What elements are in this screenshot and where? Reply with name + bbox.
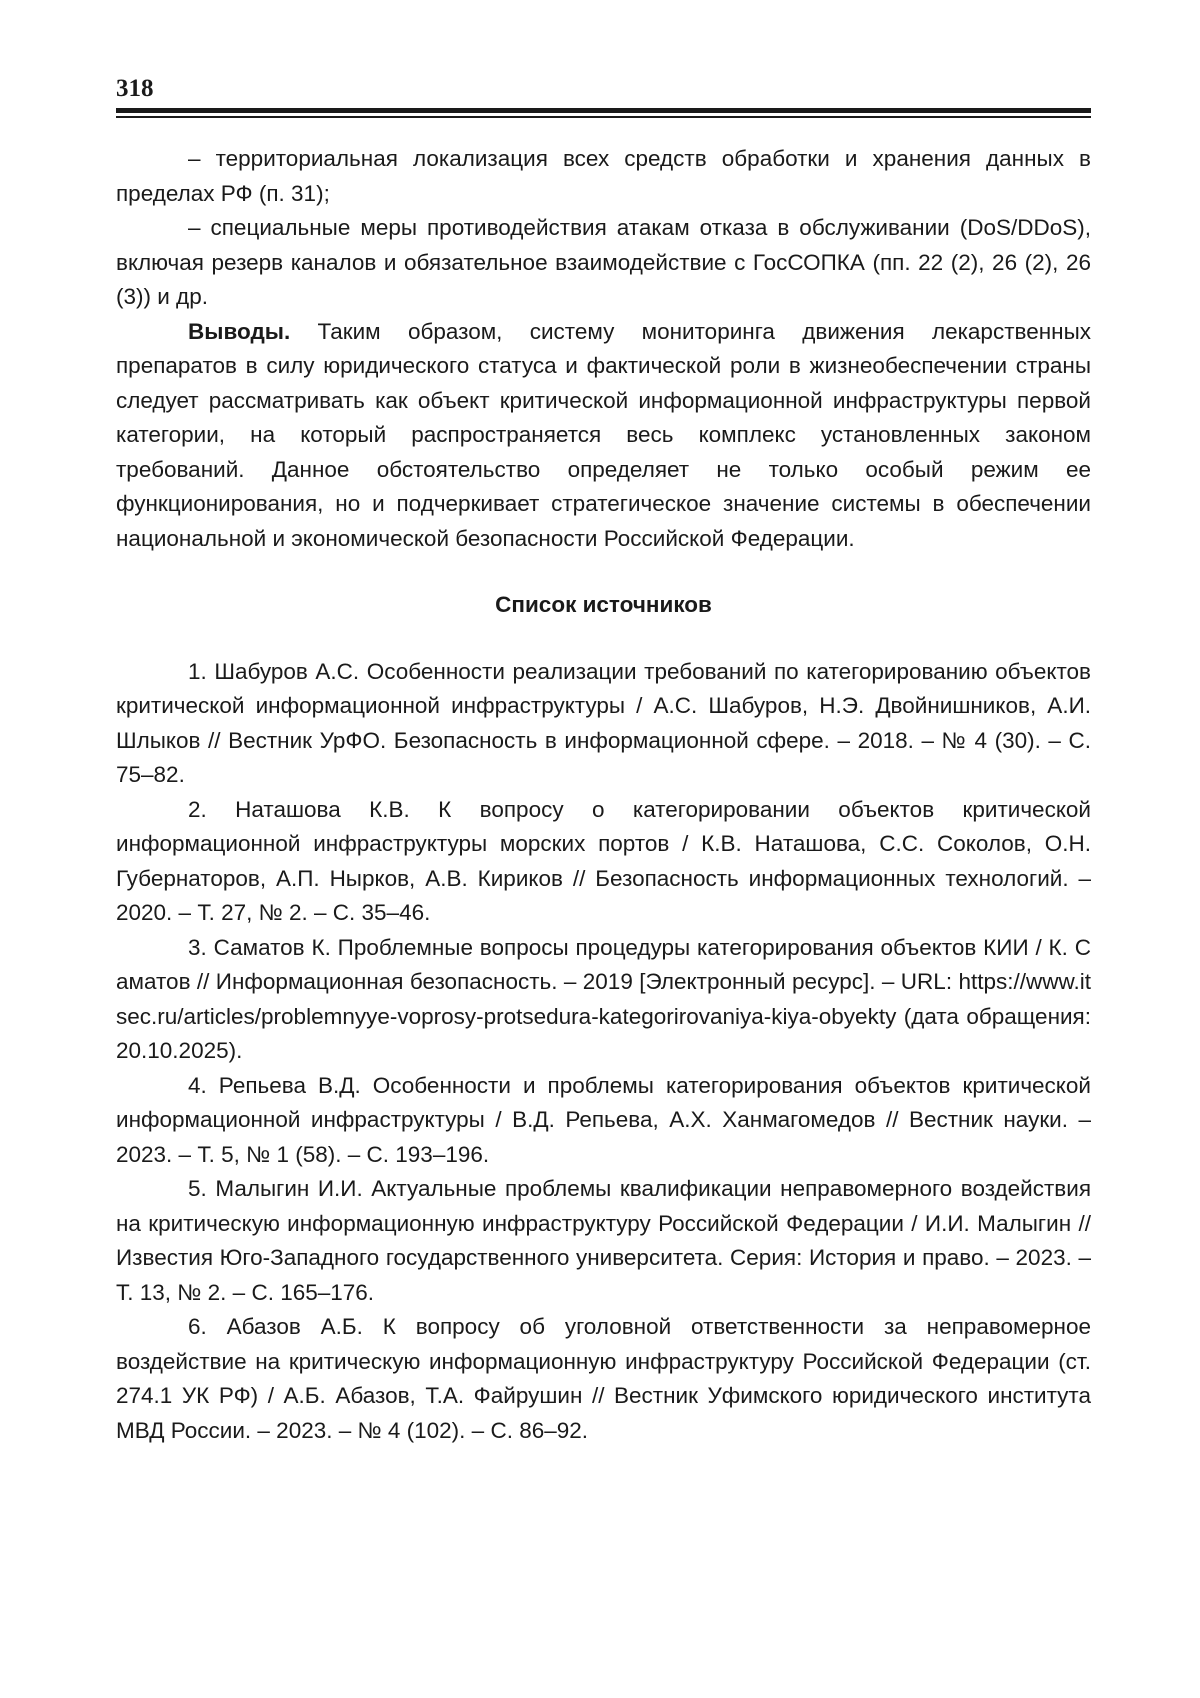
reference-item: 4. Репьева В.Д. Особенности и проблемы категорирования объектов критической информационной инфраструктуры / В.Д. Репьева, А.Х. Ханмагомедов // Вестник науки. – 2023. – Т. 5, № 1 (58). – С. 193–196. (116, 1072, 1091, 1167)
list-item: – специальные меры противодействия атакам отказа в обслуживании (DoS/DDoS), включая резерв каналов и обязательное взаимодействие с ГосСОПКА (пп. 22 (2), 26 (2), 26 (3)) и др. (116, 215, 1091, 309)
reference-item: 1. Шабуров А.С. Особенности реализации требований по категорированию объектов критической информационной инфраструктуры / А.С. Шабуров, Н.Э. Двойнишников, А.И. Шлыков // Вестник УрФО. Безопасность в информационной сфере. – 2018. – № 4 (30). – С. 75–82. (116, 658, 1091, 787)
reference-item: 3. Саматов К. Проблемные вопросы процедуры категорирования объектов КИИ / К. Саматов // Информационная безопасность. – 2019 [Электронный ресурс]. – URL: https://www.itsec.ru/articles/problemnyye-voprosy-protsedura-kategorirovaniya-kiya-obyekty (дата обращения: 20.10.2025). (116, 934, 1091, 1063)
header-rule-thin (116, 116, 1091, 118)
page-number: 318 (116, 75, 154, 102)
reference-item: 5. Малыгин И.И. Актуальные проблемы квалификации неправомерного воздействия на критическую информационную инфраструктуру Российской Федерации / И.И. Малыгин // Известия Юго-Западного государственного университета. Серия: История и право. – 2023. – Т. 13, № 2. – С. 165–176. (116, 1176, 1091, 1305)
reference-item: 2. Наташова К.В. К вопросу о категорировании объектов критической информационной инфраструктуры морских портов / К.В. Наташова, С.С. Соколов, О.Н. Губернаторов, А.П. Нырков, А.В. Кириков // Безопасность информационных технологий. – 2020. – Т. 27, № 2. – С. 35–46. (116, 796, 1091, 925)
conclusion-lead: Выводы. (188, 318, 291, 344)
references-heading: Список источников (495, 592, 712, 617)
reference-item: 6. Абазов А.Б. К вопросу об уголовной ответственности за неправомерное воздействие на критическую информационную инфраструктуру Российской Федерации (ст. 274.1 УК РФ) / А.Б. Абазов, Т.А. Файрушин // Вестник Уфимского юридического института МВД России. – 2023. – № 4 (102). – С. 86–92. (116, 1314, 1091, 1443)
list-item: – территориальная локализация всех средств обработки и хранения данных в пределах РФ (п. 31); (116, 146, 1091, 206)
conclusion-paragraph (116, 315, 1091, 557)
conclusion-text: Таким образом, систему мониторинга движения лекарственных препаратов в силу юридического статуса и фактической роли в жизнеобеспечении страны следует рассматривать как объект критической информационной инфраструктуры первой категории, на который распространяется весь комплекс установленных законом требований. Данное обстоятельство определяет не только особый режим ее функционирования, но и подчеркивает стратегическое значение системы в обеспечении национальной и экономической безопасности Российской Федерации. (116, 318, 1091, 551)
page-content (116, 142, 1091, 1448)
header-rule-thick (116, 108, 1091, 113)
